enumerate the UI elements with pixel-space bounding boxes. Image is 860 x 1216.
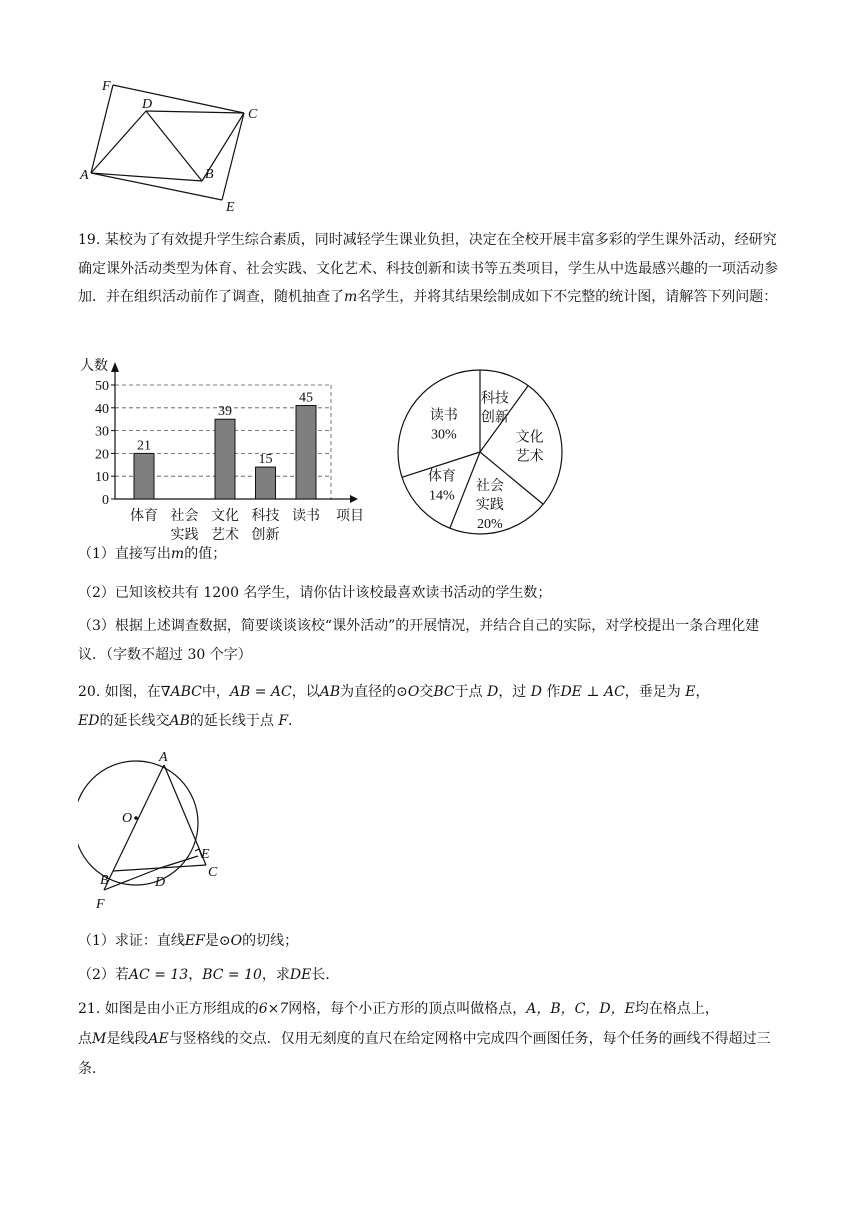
x-tick-label: 读书 bbox=[292, 509, 320, 524]
x-tick-label: 创新 bbox=[251, 528, 280, 542]
bar bbox=[296, 406, 316, 499]
circle-triangle-figure bbox=[78, 745, 238, 915]
svg-text:C: C bbox=[208, 865, 218, 880]
svg-text:B: B bbox=[100, 873, 109, 888]
bar-data-label: 45 bbox=[299, 390, 313, 406]
x-axis-label: 项目 bbox=[336, 509, 364, 524]
pie-slice-label: 社会 bbox=[475, 479, 504, 495]
bar-data-label: 21 bbox=[137, 438, 151, 454]
x-axis-arrow bbox=[350, 495, 358, 503]
y-tick-label: 50 bbox=[95, 379, 109, 394]
pie-slice-label: 实践 bbox=[475, 498, 504, 514]
bar bbox=[215, 419, 235, 499]
pie-slice-label: 创新 bbox=[480, 410, 509, 426]
question-19 bbox=[78, 226, 786, 312]
bar-data-label: 39 bbox=[218, 404, 232, 420]
y-tick-label: 40 bbox=[95, 401, 109, 417]
y-tick-label: 20 bbox=[95, 447, 109, 463]
y-axis-label: 人数 bbox=[80, 359, 108, 374]
svg-text:F: F bbox=[96, 897, 105, 912]
x-tick-label: 艺术 bbox=[211, 528, 239, 542]
bar-chart bbox=[78, 352, 378, 542]
question-20: 20. 如图，在∇ABC中，AB = AC，以AB为直径的⊙O交BC于点 D，过 D 作DE ⊥ AC，垂足为 E， ED的延长线交AB的延长线于点 F. bbox=[78, 684, 710, 729]
y-tick-label: 0 bbox=[102, 493, 109, 508]
question-19-sub3: （3）根据上述调查数据，简要谈谈该校“课外活动”的开展情况，并结合自己的实际，对学校提出一条合理化建议．（字数不超过 30 个字） bbox=[78, 618, 760, 663]
bar-data-label: 15 bbox=[258, 452, 273, 468]
label-b: B bbox=[205, 167, 214, 182]
pie-slice-label: 体育 bbox=[427, 469, 456, 485]
bar bbox=[256, 467, 276, 499]
pie-slice-label: 读书 bbox=[429, 408, 458, 424]
x-tick-label: 实践 bbox=[170, 528, 199, 542]
parallelogram-figure bbox=[78, 75, 278, 220]
label-f: F bbox=[102, 79, 111, 94]
svg-text:A: A bbox=[159, 750, 168, 765]
x-tick-label: 体育 bbox=[130, 509, 158, 524]
label-c: C bbox=[248, 107, 258, 122]
y-tick-label: 10 bbox=[95, 470, 109, 486]
pie-slice-label: 艺术 bbox=[515, 449, 544, 465]
pie-slice-label: 科技 bbox=[480, 391, 509, 407]
pie-slice-percent: 20% bbox=[477, 517, 503, 533]
question-21: 21. 如图是由小正方形组成的6×7网格，每个小正方形的顶点叫做格点，A，B，C，D，E均在格点上， 点M是线段AE与竖格线的交点．仅用无刻度的直尺在给定网格中完成四个画图任务，每个任务的画线不得超过三条． bbox=[78, 1001, 771, 1077]
question-19-sub2: （2）已知该校共有 1200 名学生，请你估计该校最喜欢读书活动的学生数； bbox=[78, 585, 552, 601]
pie-slice-label: 文化 bbox=[515, 430, 544, 446]
question-19-sub1: （1）直接写出m的值； bbox=[78, 546, 227, 562]
question-19-text: 19. 某校为了有效提升学生综合素质，同时减轻学生课业负担，决定在全校开展丰富多彩的学生课外活动，经研究确定课外活动类型为体育、社会实践、文化艺术、科技创新和读书等五类项目，学生从中选最感兴趣的一项活动参加．并在组织活动前作了调查，随机抽查了m名学生，并将其结果绘制成如下不完整的统计图，请解答下列问题： bbox=[78, 232, 778, 305]
label-e: E bbox=[226, 200, 235, 215]
pie-chart bbox=[390, 362, 570, 542]
bar bbox=[134, 453, 154, 499]
pie-slice-percent: 14% bbox=[429, 488, 455, 504]
label-a: A bbox=[80, 168, 89, 183]
y-axis-arrow bbox=[111, 362, 119, 372]
pie-slice-percent: 30% bbox=[431, 427, 457, 443]
x-tick-label: 文化 bbox=[211, 509, 239, 524]
x-tick-label: 科技 bbox=[251, 509, 280, 524]
svg-text:E: E bbox=[201, 847, 210, 862]
svg-text:O: O bbox=[122, 811, 133, 826]
y-tick-label: 30 bbox=[95, 424, 109, 440]
question-20-sub1: （1）求证：直线EF是⊙O的切线； bbox=[78, 933, 299, 949]
question-20-sub2: （2）若AC = 13，BC = 10，求DE长． bbox=[78, 967, 340, 983]
label-d: D bbox=[142, 97, 153, 112]
svg-text:D: D bbox=[155, 875, 166, 890]
x-tick-label: 社会 bbox=[170, 509, 199, 524]
